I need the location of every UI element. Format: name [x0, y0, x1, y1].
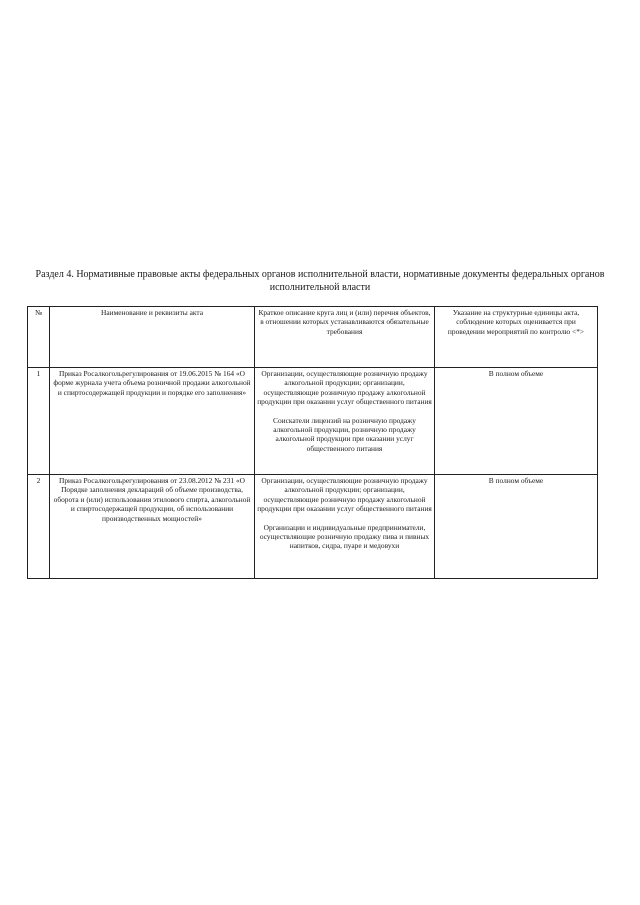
row-number: 2 — [28, 475, 50, 579]
table-header-row — [28, 307, 598, 368]
acts-table — [27, 306, 598, 579]
table-row — [28, 475, 598, 579]
description-paragraph: Организации и индивидуальные предприниматели, осуществляющие розничную продажу пива и пивных напитков, сидра, пуаре и медовухи — [259, 522, 430, 551]
description-paragraph: Соискатели лицензий на розничную продажу алкогольной продукции, розничную продажу алкогольной продукции при оказании услуг общественного питания — [273, 415, 416, 453]
act-description — [255, 368, 435, 475]
structural-units-note: В полном объеме — [435, 475, 598, 579]
section-title: Раздел 4. Нормативные правовые акты федеральных органов исполнительной власти, нормативные документы федеральных органов исполнительной власти — [35, 269, 605, 293]
act-name: Приказ Росалкогольрегулирования от 19.06.2015 № 164 «О форме журнала учета объема розничной продажи алкогольной и спиртосодержащей продукции и порядке его заполнения» — [50, 368, 255, 475]
row-number: 1 — [28, 368, 50, 475]
header-num: № — [28, 307, 50, 368]
description-paragraph: Организации, осуществляющие розничную продажу алкогольной продукции; организации, осуществляющие розничную продажу алкогольной продукции при оказании услуг общественного питания — [257, 369, 432, 407]
header-description: Краткое описание круга лиц и (или) перечня объектов, в отношении которых устанавливаются обязательные требования — [255, 307, 435, 368]
structural-units-note: В полном объеме — [435, 368, 598, 475]
description-paragraph: Организации, осуществляющие розничную продажу алкогольной продукции; организации, осуществляющие розничную продажу алкогольной продукции при оказании услуг общественного питания — [257, 476, 432, 514]
header-structural-units: Указание на структурные единицы акта, соблюдение которых оценивается при проведении мероприятий по контролю <*> — [435, 307, 598, 368]
act-description — [255, 475, 435, 579]
act-name: Приказ Росалкогольрегулирования от 23.08.2012 № 231 «О Порядке заполнения деклараций об объеме производства, оборота и (или) использования этилового спирта, алкогольной и спиртосодержащей продукции, об использовании производственных мощностей» — [50, 475, 255, 579]
header-name: Наименование и реквизиты акта — [50, 307, 255, 368]
table-row — [28, 368, 598, 475]
